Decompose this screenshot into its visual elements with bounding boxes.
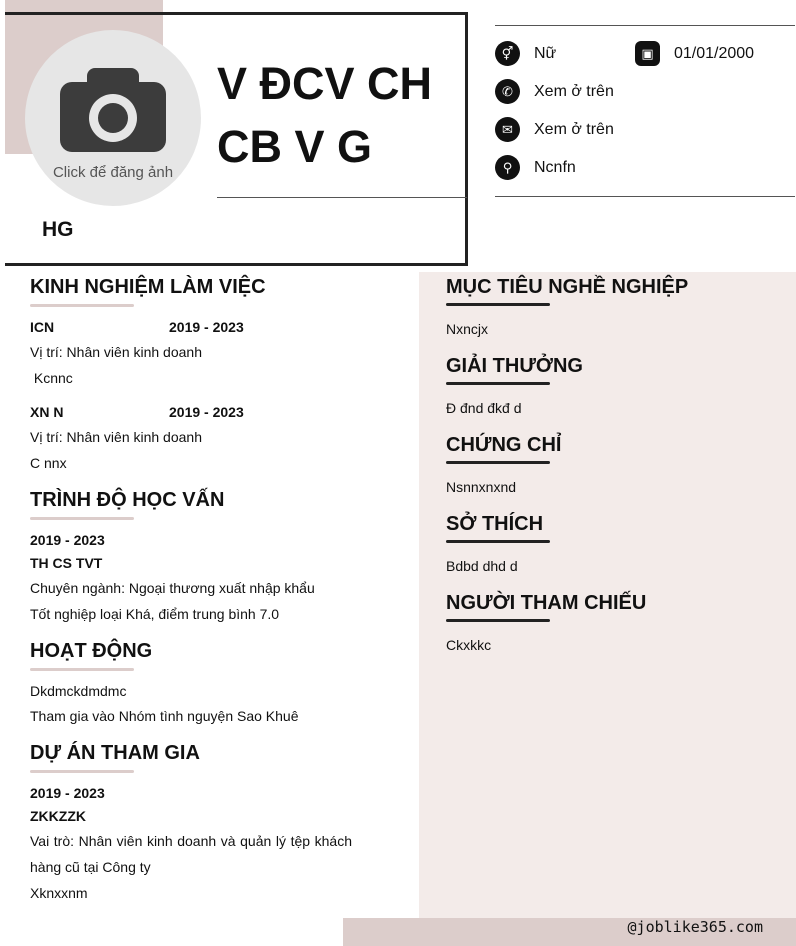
experience-position[interactable]: Vị trí: Nhân viên kinh doanh	[30, 429, 202, 445]
address-value: Ncnfn	[534, 158, 576, 176]
full-name-line-1: V ĐCV CH	[217, 58, 433, 109]
birthday-value: 01/01/2000	[674, 44, 755, 62]
experience-company[interactable]: XN N	[30, 404, 64, 420]
experience-period[interactable]: 2019 - 2023	[169, 404, 244, 420]
section-title-references: NGƯỜI THAM CHIẾU	[446, 592, 647, 614]
project-period[interactable]: 2019 - 2023	[30, 785, 105, 801]
awards-text[interactable]: Đ đnd đkđ d	[446, 400, 522, 416]
objective-text[interactable]: Nxncjx	[446, 321, 489, 337]
name-divider	[217, 197, 467, 198]
gender-icon: ⚥	[495, 41, 520, 66]
experience-position[interactable]: Vị trí: Nhân viên kinh doanh	[30, 344, 202, 360]
activity-line[interactable]: Tham gia vào Nhóm tình nguyện Sao Khuê	[30, 708, 299, 724]
avatar-upload[interactable]	[25, 30, 201, 206]
section-underline	[446, 303, 550, 306]
full-name[interactable]	[217, 52, 457, 178]
section-underline	[30, 668, 134, 671]
contact-birthday[interactable]	[635, 41, 754, 66]
section-title-awards: GIẢI THƯỞNG	[446, 355, 583, 377]
certificates-text[interactable]: Nsnnxnxnd	[446, 479, 517, 495]
experience-description[interactable]: C nnx	[30, 455, 67, 471]
section-underline	[446, 382, 550, 385]
experience-period[interactable]: 2019 - 2023	[169, 319, 244, 335]
references-text[interactable]: Ckxkkc	[446, 637, 492, 653]
contact-email[interactable]	[495, 117, 614, 142]
full-name-line-2: CB V G	[217, 121, 373, 172]
activity-line[interactable]: Dkdmckdmdmc	[30, 683, 127, 699]
project-name[interactable]: ZKKZZK	[30, 808, 86, 824]
section-title-projects: DỰ ÁN THAM GIA	[30, 742, 200, 764]
section-underline	[446, 540, 550, 543]
section-title-objective: MỤC TIÊU NGHỀ NGHIỆP	[446, 276, 689, 298]
experience-company[interactable]: ICN	[30, 319, 55, 335]
education-major[interactable]: Chuyên ngành: Ngoại thương xuất nhập khẩu	[30, 580, 315, 596]
phone-value: Xem ở trên	[534, 82, 614, 100]
location-icon: ⚲	[495, 155, 520, 180]
education-period[interactable]: 2019 - 2023	[30, 532, 105, 548]
contact-address[interactable]	[495, 155, 576, 180]
section-underline	[30, 770, 134, 773]
contact-gender[interactable]	[495, 41, 556, 66]
section-title-hobbies: SỞ THÍCH	[446, 513, 544, 535]
calendar-icon: ▣	[635, 41, 660, 66]
project-role[interactable]: Vai trò: Nhân viên kinh doanh và quản lý tệp khách hàng cũ tại Công ty	[30, 833, 352, 875]
section-title-activities: HOẠT ĐỘNG	[30, 640, 153, 662]
section-underline	[446, 461, 550, 464]
job-title[interactable]: HG	[42, 218, 74, 241]
education-grade[interactable]: Tốt nghiệp loại Khá, điểm trung bình 7.0	[30, 606, 280, 622]
watermark: @joblike365.com	[627, 918, 763, 936]
section-title-certificates: CHỨNG CHỈ	[446, 434, 562, 456]
email-icon: ✉	[495, 117, 520, 142]
section-underline	[30, 517, 134, 520]
section-title-experience: KINH NGHIỆM LÀM VIỆC	[30, 276, 266, 298]
section-underline	[446, 619, 550, 622]
contact-phone[interactable]	[495, 79, 614, 104]
education-school[interactable]: TH CS TVT	[30, 555, 103, 571]
avatar-upload-label: Click để đăng ảnh	[52, 163, 174, 181]
experience-description[interactable]: Kcnnc	[30, 370, 73, 386]
project-description[interactable]: Xknxxnm	[30, 885, 88, 901]
phone-icon: ✆	[495, 79, 520, 104]
section-title-education: TRÌNH ĐỘ HỌC VẤN	[30, 489, 225, 511]
camera-icon	[60, 82, 166, 152]
hobbies-text[interactable]: Bdbd dhd d	[446, 558, 518, 574]
contact-bottom-divider	[495, 196, 795, 197]
contact-top-divider	[495, 25, 795, 26]
email-value: Xem ở trên	[534, 120, 614, 138]
section-underline	[30, 304, 134, 307]
gender-value: Nữ	[534, 44, 557, 62]
